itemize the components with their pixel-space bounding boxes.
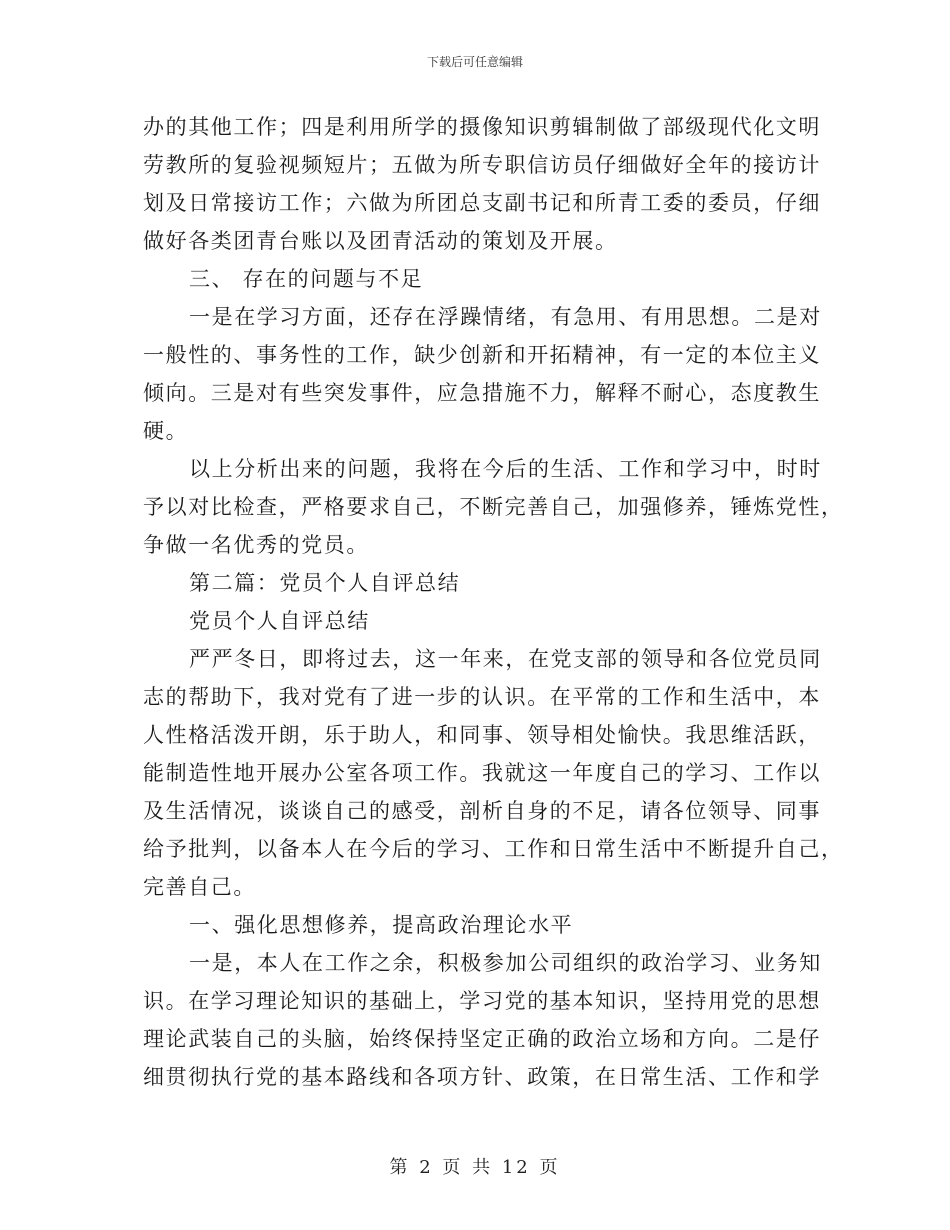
text-line: 硬。: [143, 419, 189, 443]
text-line: 划及日常接访工作；六做为所团总支副书记和所青工委的委员，仔细: [143, 191, 821, 215]
text-line: 志的帮助下，我对党有了进一步的认识。在平常的工作和生活中，本: [143, 685, 821, 709]
text-line: 严严冬日，即将过去，这一年来，在党支部的领导和各位党员同: [189, 647, 822, 671]
document-body: [143, 108, 844, 1096]
text-line: 识。在学习理论知识的基础上，学习党的基本知识，坚持用党的思想: [143, 989, 821, 1013]
text-line: 一是，本人在工作之余，积极参加公司组织的政治学习、业务知: [189, 951, 822, 975]
text-line: 及生活情况，谈谈自己的感受，剖析自身的不足，请各位领导、同事: [143, 799, 821, 823]
text-line: 完善自己。: [143, 875, 256, 899]
text-line: 予以对比检查，严格要求自己，不断完善自己，加强修养，锤炼党性，: [143, 495, 844, 519]
text-line: 党员个人自评总结: [189, 609, 370, 633]
text-line: 一是在学习方面，还存在浮躁情绪，有急用、有用思想。二是对: [189, 305, 822, 329]
text-line: 给予批判，以备本人在今后的学习、工作和日常生活中不断提升自己，: [143, 837, 844, 861]
text-line: 一般性的、事务性的工作，缺少创新和开拓精神，有一定的本位主义: [143, 343, 821, 367]
text-line: 劳教所的复验视频短片；五做为所专职信访员仔细做好全年的接访计: [143, 153, 821, 177]
text-line: 一、强化思想修养，提高政治理论水平: [189, 913, 574, 937]
text-line: 人性格活泼开朗，乐于助人，和同事、领导相处愉快。我思维活跃，: [143, 723, 821, 747]
text-line: 第二篇：党员个人自评总结: [189, 571, 461, 595]
text-line: 理论武装自己的头脑，始终保持坚定正确的政治立场和方向。二是仔: [143, 1027, 821, 1051]
text-line: 能制造性地开展办公室各项工作。我就这一年度自己的学习、工作以: [143, 761, 821, 785]
text-line: 细贯彻执行党的基本路线和各项方针、政策，在日常生活、工作和学: [143, 1065, 821, 1089]
text-line: 争做一名优秀的党员。: [143, 533, 369, 557]
text-line: 以上分析出来的问题，我将在今后的生活、工作和学习中，时时: [189, 457, 822, 481]
page-header: 下载后可任意编辑: [426, 55, 523, 69]
text-line: 做好各类团青台账以及团青活动的策划及开展。: [143, 229, 618, 253]
text-line: 倾向。三是对有些突发事件，应急措施不力，解释不耐心，态度教生: [143, 381, 821, 405]
text-line: 三、 存在的问题与不足: [189, 267, 424, 291]
page-footer: 第 2 页 共 12 页: [389, 1157, 561, 1178]
text-line: 办的其他工作；四是利用所学的摄像知识剪辑制做了部级现代化文明: [143, 115, 821, 139]
